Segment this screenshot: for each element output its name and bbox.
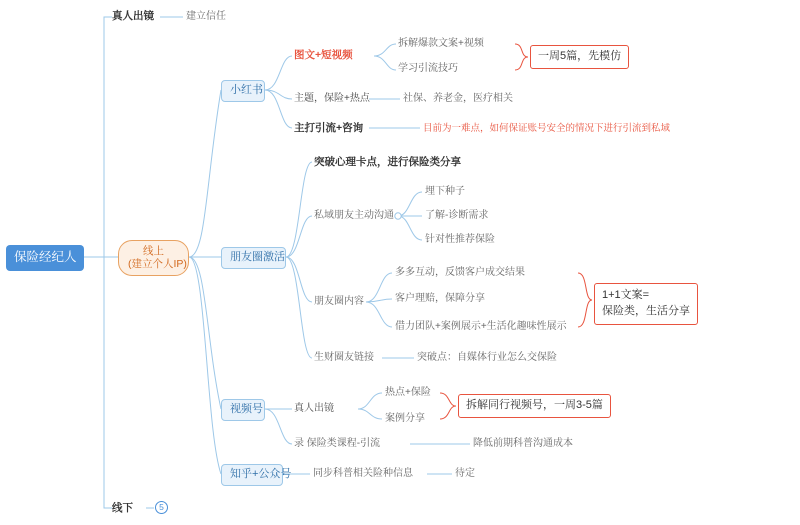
node-zhenren-chujing-top[interactable]: 真人出镜 (112, 10, 154, 22)
node-xianshang-branch[interactable] (118, 240, 189, 276)
node-tongbu-kepu-xinxi[interactable]: 同步科普相关险种信息 (313, 468, 413, 479)
node-zhuda-yinliu-zixun[interactable]: 主打引流+咨询 (294, 122, 364, 134)
callout-chaijie-tonghang[interactable]: 拆解同行视频号，一周3-5篇 (458, 394, 611, 418)
node-duoduo-hudong[interactable]: 多多互动，反馈客户成交结果 (395, 267, 525, 278)
node-zhihu-gongzhonghao[interactable]: 知乎+公众号 (221, 464, 283, 486)
node-maixia-zhongzi[interactable]: 埋下种子 (425, 186, 465, 197)
callout-wenan-line2: 保险类，生活分享 (602, 304, 690, 317)
node-pengyouquan-neirong[interactable]: 朋友圈内容 (314, 296, 364, 307)
node-zhenduixing-tuijian[interactable]: 针对性推荐保险 (425, 234, 495, 245)
node-pengyouquan-jihuo[interactable]: 朋友圈激活 (221, 247, 286, 269)
node-liaojie-zhenduan-xuqiu[interactable]: 了解-诊断需求 (425, 210, 489, 221)
root-label: 保险经纪人 (14, 250, 77, 264)
node-tuwen-duanshipin[interactable]: 图文+短视频 (294, 49, 353, 61)
node-shipinhao[interactable]: 视频号 (221, 399, 265, 421)
node-redian-baoxian[interactable]: 热点+保险 (385, 387, 431, 398)
node-siyu-pengyou-goutong[interactable]: 私域朋友主动沟通 (314, 210, 394, 221)
node-lu-baoxian-kecheng[interactable]: 录 保险类课程-引流 (294, 438, 381, 449)
node-xianshang-line2: (建立个人IP) (128, 258, 187, 271)
node-jieli-tuandui[interactable]: 借力团队+案例展示+生活化趣味性展示 (395, 321, 567, 332)
badge-xianxia-count: 5 (155, 501, 168, 514)
node-kehu-lipei[interactable]: 客户理赔，保障分享 (395, 293, 485, 304)
node-anli-fenxiang[interactable]: 案例分享 (385, 413, 425, 424)
node-jiangdi-goutong-chengben[interactable]: 降低前期科普沟通成本 (473, 438, 573, 449)
node-xianxia[interactable]: 线下 (112, 502, 133, 514)
node-shebao-yanglaojin[interactable]: 社保、养老金，医疗相关 (403, 93, 513, 104)
node-daiding[interactable]: 待定 (455, 468, 475, 479)
node-chaijie-baokuan[interactable]: 拆解爆款文案+视频 (398, 38, 484, 49)
node-xuexi-yinliu[interactable]: 学习引流技巧 (398, 63, 458, 74)
node-tupodian-zimeiti[interactable]: 突破点：自媒体行业怎么交保险 (417, 352, 557, 363)
node-tupo-xinli-kadian[interactable]: 突破心理卡点，进行保险类分享 (314, 156, 461, 168)
node-xianshang-line1: 线上 (143, 245, 164, 257)
node-jianli-xinren[interactable]: 建立信任 (186, 11, 226, 22)
node-zhuti-baoxian-redian[interactable]: 主题，保险+热点 (294, 93, 370, 104)
callout-wenan-line1: 1+1文案= (602, 289, 650, 301)
node-zhenren-chujing-shipinhao[interactable]: 真人出镜 (294, 403, 334, 414)
node-shengcai-quanyou-lianjie[interactable]: 生财圈友链接 (314, 352, 374, 363)
node-nandian-yinliu-siyu[interactable]: 目前为一难点，如何保证账号安全的情况下进行引流到私域 (423, 123, 671, 134)
node-xiaohongshu[interactable]: 小红书 (221, 80, 265, 102)
callout-1plus1-wenan[interactable] (594, 283, 698, 325)
root-node[interactable] (6, 245, 84, 271)
callout-weekly-5[interactable]: 一周5篇，先模仿 (530, 45, 629, 69)
